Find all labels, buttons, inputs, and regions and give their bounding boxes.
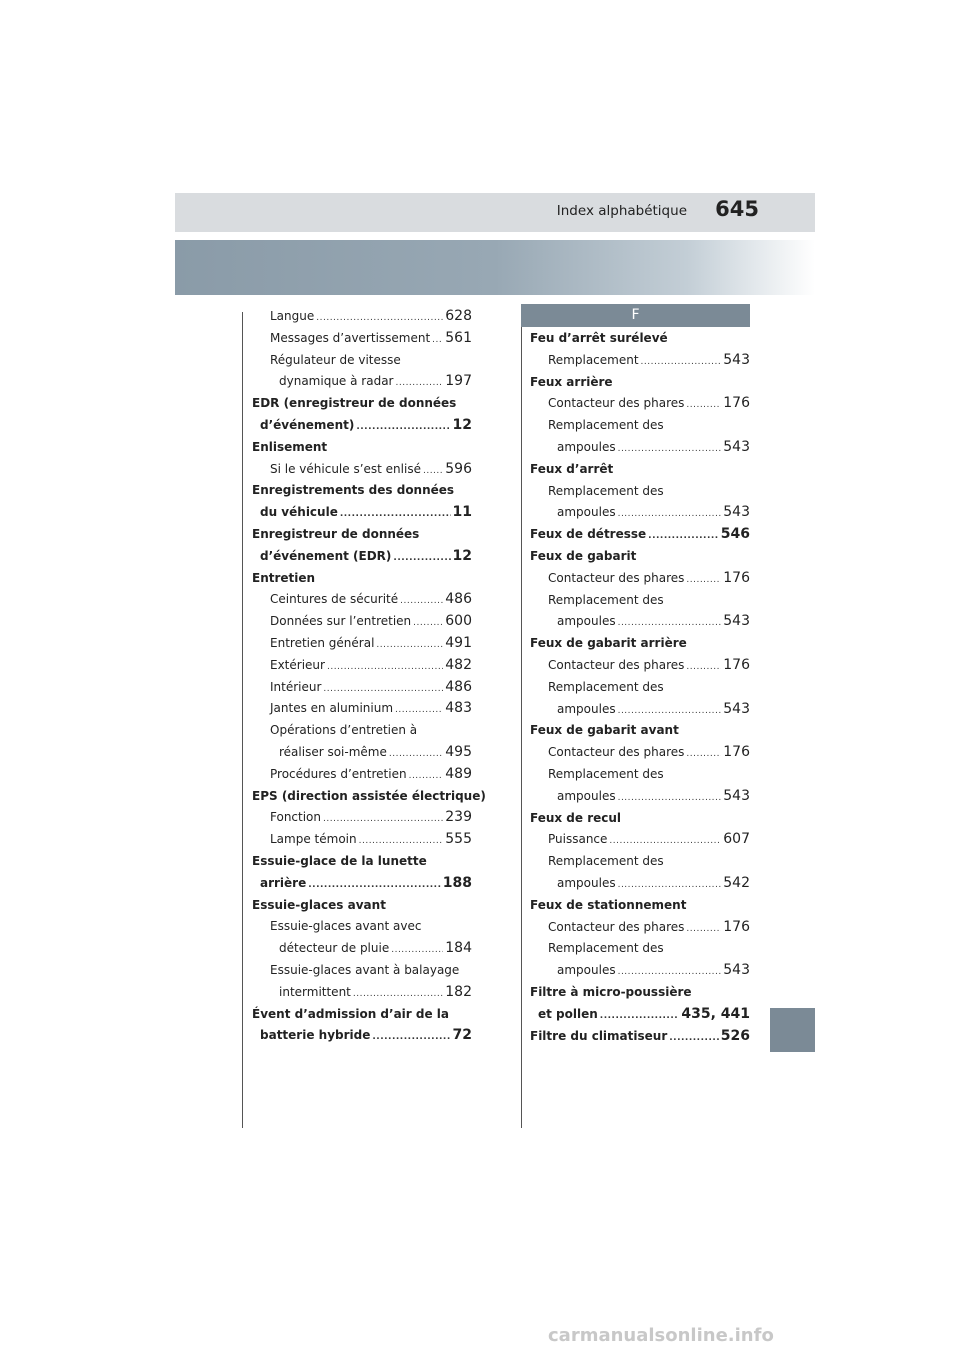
leader-dots — [340, 504, 451, 526]
index-entry-text: Remplacement des — [548, 854, 664, 869]
index-entry — [530, 502, 750, 524]
index-entry-page: 176 — [723, 918, 750, 935]
index-entry-text: Feux de gabarit — [530, 548, 637, 563]
index-entry-text: Remplacement des — [548, 483, 664, 498]
index-entry-page: 543 — [723, 700, 750, 717]
index-entry-text: Procédures d’entretien — [270, 766, 407, 781]
index-entry-text: ampoules — [557, 788, 616, 803]
index-entry — [530, 611, 750, 633]
leader-dots — [618, 613, 722, 635]
index-entry — [530, 415, 750, 437]
index-entry-text: Contacteur des phares — [548, 396, 685, 411]
index-entry-text: Essuie-glaces avant à balayage — [270, 962, 460, 977]
index-entry-text: Ceintures de sécurité — [270, 592, 399, 607]
index-entry — [252, 895, 472, 917]
index-entry — [530, 851, 750, 873]
index-entry — [252, 502, 472, 524]
index-entry-text: Lampe témoin — [270, 832, 357, 847]
index-entry-page: 72 — [452, 1027, 472, 1044]
leader-dots — [395, 700, 443, 722]
index-entry-page: 491 — [445, 634, 472, 651]
index-entry-text: Remplacement des — [548, 592, 664, 607]
index-entry — [252, 633, 472, 655]
leader-dots — [686, 919, 721, 941]
index-entry-text: du véhicule — [260, 505, 338, 520]
index-entry — [252, 960, 472, 982]
leader-dots — [393, 548, 450, 570]
index-entry-text: ampoules — [557, 701, 616, 716]
index-entry-text: batterie hybride — [260, 1028, 371, 1043]
index-entry — [252, 938, 472, 960]
index-entry-text: Contacteur des phares — [548, 570, 685, 585]
index-entry — [252, 480, 472, 502]
index-entry — [252, 524, 472, 546]
right-column-rule — [521, 312, 522, 1128]
index-entry — [530, 437, 750, 459]
index-entry-page: 489 — [445, 765, 472, 782]
index-entry-text: ampoules — [557, 505, 616, 520]
index-entry-page: 435, 441 — [681, 1005, 750, 1022]
leader-dots — [648, 526, 719, 548]
index-entry-text: Contacteur des phares — [548, 657, 685, 672]
index-entry — [252, 328, 472, 350]
index-entry-text: Opérations d’entretien à — [270, 723, 418, 738]
index-entry — [530, 982, 750, 1004]
index-entry-text: intermittent — [279, 984, 351, 999]
index-entry-page: 543 — [723, 504, 750, 521]
index-entry-page: 543 — [723, 613, 750, 630]
index-entry-text: Enregistrements des données — [252, 483, 455, 498]
index-entry — [252, 459, 472, 481]
index-entry — [530, 481, 750, 503]
index-entry — [530, 677, 750, 699]
leader-dots — [400, 591, 443, 613]
index-entry-page: 188 — [442, 874, 472, 891]
leader-dots — [686, 395, 721, 417]
index-entry — [252, 829, 472, 851]
index-entry-page: 600 — [445, 613, 472, 630]
index-entry-page: 542 — [723, 874, 750, 891]
index-entry-text: Essuie-glaces avant avec — [270, 919, 422, 934]
index-entry-text: Contacteur des phares — [548, 919, 685, 934]
index-entry-page: 607 — [723, 831, 750, 848]
index-entry-text: et pollen — [538, 1006, 598, 1021]
index-entry — [252, 568, 472, 590]
index-entry — [530, 786, 750, 808]
index-entry — [252, 786, 486, 808]
index-entry — [252, 982, 472, 1004]
index-entry-text: Fonction — [270, 810, 322, 825]
index-entry — [530, 720, 750, 742]
index-entry-page: 12 — [452, 416, 472, 433]
index-entry-text: Contacteur des phares — [548, 745, 685, 760]
index-entry-page: 526 — [720, 1027, 750, 1044]
index-entry-text: Régulateur de vitesse — [270, 352, 401, 367]
index-entry-text: ampoules — [557, 614, 616, 629]
index-entry-page: 176 — [723, 656, 750, 673]
leader-dots — [600, 1006, 680, 1028]
leader-dots — [618, 875, 722, 897]
index-entry-page: 176 — [723, 395, 750, 412]
index-entry-text: détecteur de pluie — [279, 941, 390, 956]
index-entry — [530, 590, 750, 612]
index-entry-text: Feux arrière — [530, 374, 613, 389]
index-entry-text: Remplacement des — [548, 679, 664, 694]
header-title: Index alphabétique — [556, 203, 687, 219]
index-right-column — [530, 328, 750, 1047]
index-entry-page: 176 — [723, 744, 750, 761]
leader-dots — [686, 657, 721, 679]
index-entry — [530, 938, 750, 960]
index-entry — [530, 829, 750, 851]
index-left-column — [252, 306, 486, 1047]
leader-dots — [323, 679, 443, 701]
section-letter-header: F — [521, 304, 750, 327]
index-entry-text: Feux de détresse — [530, 527, 647, 542]
index-entry — [252, 873, 472, 895]
index-entry-page: 11 — [452, 504, 472, 521]
leader-dots — [356, 417, 450, 439]
index-entry-text: Feux de stationnement — [530, 897, 687, 912]
index-entry — [252, 1004, 472, 1026]
index-entry-text: d’événement (EDR) — [260, 548, 392, 563]
page-header — [175, 193, 815, 232]
index-entry-text: EPS (direction assistée électrique) — [252, 788, 486, 803]
index-entry — [530, 873, 750, 895]
index-entry-page: 543 — [723, 438, 750, 455]
index-entry-text: Remplacement des — [548, 418, 664, 433]
index-entry — [530, 960, 750, 982]
leader-dots — [432, 330, 443, 352]
index-entry-text: ampoules — [557, 875, 616, 890]
index-entry — [530, 350, 750, 372]
index-entry-text: Feux d’arrêt — [530, 461, 614, 476]
leader-dots — [686, 744, 721, 766]
index-entry-text: dynamique à radar — [279, 374, 394, 389]
leader-dots — [641, 352, 722, 374]
index-entry — [530, 1026, 750, 1048]
leader-dots — [618, 504, 722, 526]
index-entry — [252, 611, 472, 633]
index-entry-text: Intérieur — [270, 679, 322, 694]
index-entry — [530, 917, 750, 939]
index-entry-page: 182 — [445, 983, 472, 1000]
index-entry-text: arrière — [260, 875, 307, 890]
index-entry-page: 628 — [445, 308, 472, 324]
leader-dots — [618, 962, 722, 984]
index-entry-page: 184 — [445, 940, 472, 957]
index-entry-text: Données sur l’entretien — [270, 614, 412, 629]
index-entry — [530, 568, 750, 590]
leader-dots — [413, 613, 443, 635]
index-entry-text: Enlisement — [252, 439, 328, 454]
index-entry-text: Remplacement des — [548, 941, 664, 956]
index-entry-text: Filtre à micro-poussière — [530, 984, 692, 999]
index-entry-text: Essuie-glace de la lunette — [252, 853, 427, 868]
index-entry-page: 561 — [445, 329, 472, 346]
index-entry-text: Puissance — [548, 832, 608, 847]
index-entry — [530, 808, 750, 830]
index-entry-page: 12 — [452, 547, 472, 564]
index-entry-text: Langue — [270, 309, 315, 323]
leader-dots — [372, 1027, 450, 1049]
index-entry — [530, 459, 750, 481]
leader-dots — [409, 766, 444, 788]
index-entry — [530, 546, 750, 568]
index-entry — [530, 633, 750, 655]
index-entry-text: Évent d’admission d’air de la — [252, 1006, 450, 1021]
index-entry-text: Feu d’arrêt surélevé — [530, 331, 668, 345]
leader-dots — [618, 701, 722, 723]
chapter-side-tab — [770, 1008, 815, 1052]
index-entry — [530, 372, 750, 394]
index-entry-text: Messages d’avertissement — [270, 330, 431, 345]
index-entry-text: ampoules — [557, 439, 616, 454]
index-entry-text: d’événement) — [260, 417, 355, 432]
index-entry — [530, 699, 750, 721]
index-entry-text: Filtre du climatiseur — [530, 1028, 668, 1043]
index-entry-page: 486 — [445, 591, 472, 608]
index-entry — [252, 764, 472, 786]
index-entry-text: Extérieur — [270, 657, 325, 672]
index-entry — [252, 589, 472, 611]
index-entry — [530, 524, 750, 546]
left-column-rule — [242, 312, 243, 1128]
index-entry — [530, 328, 750, 350]
index-entry-page: 543 — [723, 962, 750, 979]
index-entry-page: 596 — [445, 460, 472, 477]
index-entry-page: 486 — [445, 678, 472, 695]
leader-dots — [609, 831, 721, 853]
index-entry-text: Feux de gabarit arrière — [530, 636, 687, 651]
index-entry-page: 543 — [723, 351, 750, 368]
index-entry — [530, 742, 750, 764]
watermark: carmanualsonline.info — [548, 1325, 774, 1346]
index-entry — [252, 851, 472, 873]
index-entry-text: Feux de gabarit avant — [530, 723, 679, 738]
index-entry — [252, 371, 472, 393]
header-gradient-band — [175, 240, 815, 295]
leader-dots — [395, 373, 443, 395]
index-entry-page: 495 — [445, 743, 472, 760]
index-entry — [252, 742, 472, 764]
index-entry-text: Remplacement des — [548, 766, 664, 781]
index-entry-text: Essuie-glaces avant — [252, 897, 386, 912]
leader-dots — [391, 940, 443, 962]
index-entry-text: Si le véhicule s’est enlisé — [270, 461, 421, 476]
leader-dots — [669, 1028, 719, 1050]
leader-dots — [423, 461, 443, 483]
index-entry-page: 239 — [445, 809, 472, 826]
index-entry — [530, 895, 750, 917]
index-entry-page: 555 — [445, 831, 472, 848]
index-entry — [252, 437, 472, 459]
index-entry — [252, 1025, 472, 1047]
index-entry — [252, 916, 472, 938]
index-entry-text: Enregistreur de données — [252, 526, 420, 541]
index-entry-text: Jantes en aluminium — [270, 701, 394, 716]
index-entry — [530, 764, 750, 786]
index-entry-page: 176 — [723, 569, 750, 586]
index-entry-page: 546 — [720, 526, 750, 543]
leader-dots — [323, 809, 443, 831]
index-entry-text: Remplacement — [548, 352, 639, 367]
index-entry-text: réaliser soi-même — [279, 744, 387, 759]
leader-dots — [353, 984, 443, 1006]
leader-dots — [376, 635, 443, 657]
index-entry — [252, 698, 472, 720]
leader-dots — [327, 657, 443, 679]
index-entry — [252, 807, 472, 829]
index-entry — [530, 393, 750, 415]
index-entry — [252, 350, 472, 372]
index-entry-page: 197 — [445, 373, 472, 390]
leader-dots — [389, 744, 443, 766]
index-entry-text: Feux de recul — [530, 810, 622, 825]
index-entry — [252, 393, 472, 415]
index-entry-text: ampoules — [557, 963, 616, 978]
index-entry — [530, 655, 750, 677]
leader-dots — [316, 308, 443, 330]
index-entry — [252, 546, 472, 568]
leader-dots — [618, 439, 722, 461]
index-entry — [252, 415, 472, 437]
index-entry-text: EDR (enregistreur de données — [252, 396, 457, 411]
leader-dots — [686, 570, 721, 592]
index-entry-page: 543 — [723, 787, 750, 804]
page-number: 645 — [715, 197, 759, 221]
index-entry-page: 483 — [445, 700, 472, 717]
index-entry — [252, 720, 472, 742]
index-entry — [252, 306, 472, 328]
index-entry-page: 482 — [445, 656, 472, 673]
leader-dots — [308, 875, 441, 897]
leader-dots — [618, 788, 722, 810]
index-entry — [252, 655, 472, 677]
index-entry-text: Entretien — [252, 570, 316, 585]
index-entry-text: Entretien général — [270, 635, 375, 650]
leader-dots — [359, 831, 444, 853]
index-entry — [530, 1004, 750, 1026]
index-entry — [252, 677, 472, 699]
